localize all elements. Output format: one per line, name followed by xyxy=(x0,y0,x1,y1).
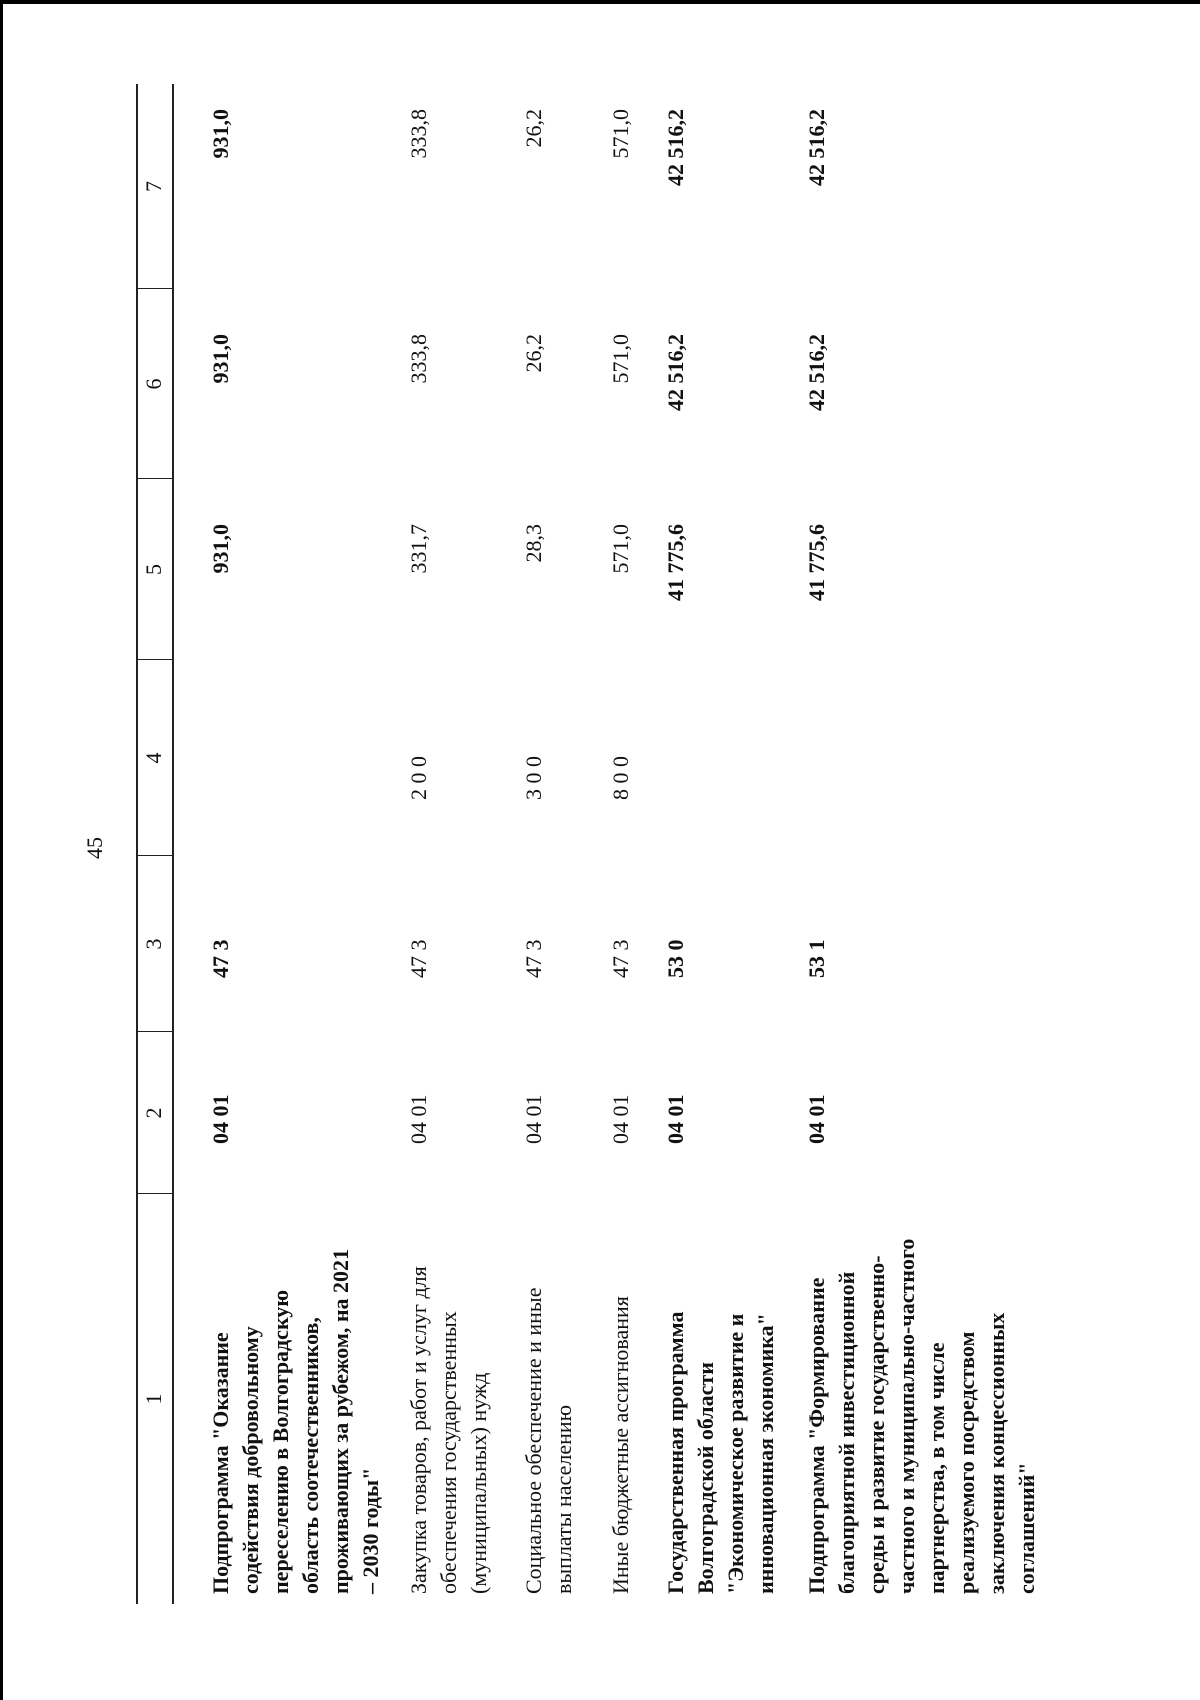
row-name: Иные бюджетные ассигнования xyxy=(608,1296,633,1594)
header-col-2: 2 xyxy=(141,1107,166,1119)
row-value-col6: 333,8 xyxy=(406,334,431,384)
row-value-col6: 42 516,2 xyxy=(804,334,829,411)
row-target-code: 47 3 xyxy=(406,939,431,978)
row-section-code: 04 01 xyxy=(663,1094,688,1144)
header-col-1: 1 xyxy=(141,1393,166,1405)
header-bottom-rule xyxy=(172,84,174,1604)
row-value-col5: 931,0 xyxy=(208,524,233,574)
row-target-code: 47 3 xyxy=(208,939,233,978)
budget-table xyxy=(136,84,1176,1604)
row-value-col6: 931,0 xyxy=(208,334,233,384)
row-name: Социальное обеспечение и иные выплаты населению xyxy=(521,1287,576,1594)
row-value-col7: 42 516,2 xyxy=(663,109,688,186)
row-value-col6: 26,2 xyxy=(521,334,546,373)
row-value-col7: 42 516,2 xyxy=(804,109,829,186)
row-target-code: 53 0 xyxy=(663,939,688,978)
scan-left-edge xyxy=(0,0,3,1700)
row-value-col5: 28,3 xyxy=(521,524,546,563)
row-value-col5: 571,0 xyxy=(608,524,633,574)
row-value-col7: 931,0 xyxy=(208,109,233,159)
row-target-code: 47 3 xyxy=(521,939,546,978)
row-value-col5: 331,7 xyxy=(406,524,431,574)
row-expense-type: 2 0 0 xyxy=(406,756,431,800)
row-value-col5: 41 775,6 xyxy=(663,524,688,601)
row-name: Подпрограмма "Формирование благоприятной инвестиционной среды и развитие государственно-частного и муниципально-частного партнерства, в том числе реализуемого посредством заключения концессионных соглашений" xyxy=(804,1238,1039,1594)
row-value-col6: 42 516,2 xyxy=(663,334,688,411)
header-col-6: 6 xyxy=(141,378,166,390)
row-name: Государственная программа Волгоградской области "Экономическое развитие и инновационная экономика" xyxy=(663,1311,778,1594)
row-section-code: 04 01 xyxy=(208,1094,233,1144)
header-col-7: 7 xyxy=(141,181,166,192)
scan-top-edge xyxy=(0,0,1200,4)
row-value-col7: 26,2 xyxy=(521,109,546,148)
row-value-col7: 333,8 xyxy=(406,109,431,159)
row-expense-type: 8 0 0 xyxy=(608,756,633,800)
header-col-5: 5 xyxy=(141,564,166,575)
row-name: Закупка товаров, работ и услуг для обеспечения государственных (муниципальных) нужд xyxy=(406,1266,491,1594)
row-section-code: 04 01 xyxy=(521,1094,546,1144)
row-section-code: 04 01 xyxy=(406,1094,431,1144)
row-section-code: 04 01 xyxy=(608,1094,633,1144)
row-target-code: 53 1 xyxy=(804,939,829,978)
row-value-col5: 41 775,6 xyxy=(804,524,829,601)
row-target-code: 47 3 xyxy=(608,939,633,978)
row-section-code: 04 01 xyxy=(804,1094,829,1144)
row-expense-type: 3 0 0 xyxy=(521,756,546,800)
row-value-col6: 571,0 xyxy=(608,334,633,384)
row-name: Подпрограмма "Оказание содействия добровольному переселению в Волгоградскую область соотечественников, проживающих за рубежом, на 2021 – 2030 годы" xyxy=(208,1248,383,1594)
header-col-3: 3 xyxy=(141,938,166,950)
header-col-4: 4 xyxy=(141,752,166,764)
row-value-col7: 571,0 xyxy=(608,109,633,159)
page-number-text: 45 xyxy=(82,837,107,859)
